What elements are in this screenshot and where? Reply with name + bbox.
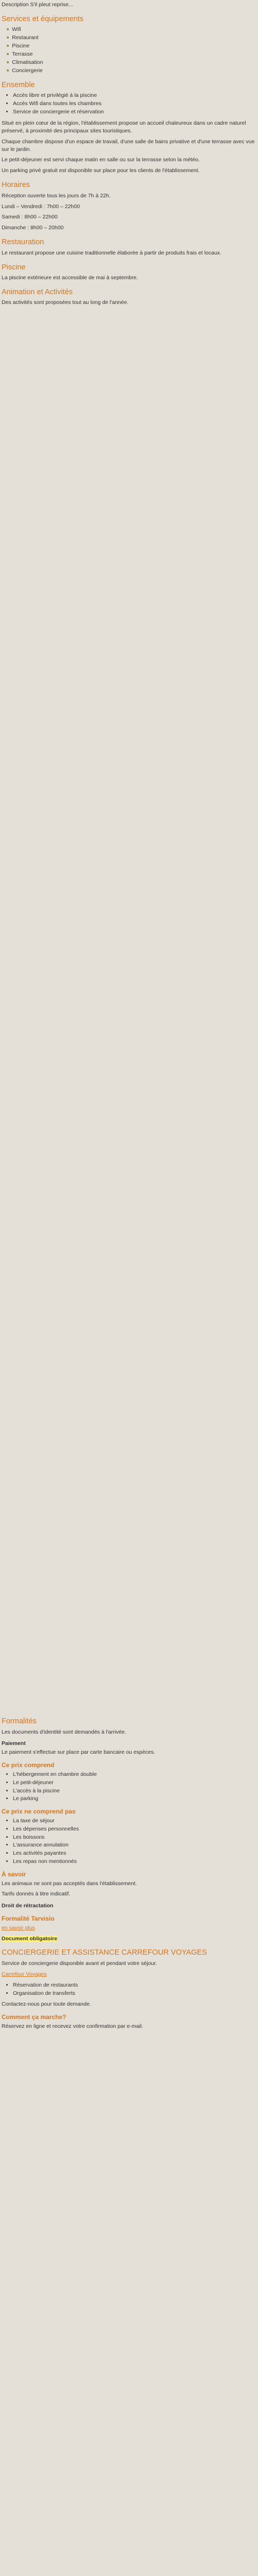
service-item: ■ Wifi	[7, 26, 256, 33]
ne-comprend-list	[2, 1817, 256, 1866]
highlighted-text: Document obligatoire	[2, 1935, 57, 1942]
body-paragraph: Situé en plein cœur de la région, l'établissement propose un accueil chaleureux dans un cadre naturel préservé, à proximité des principaux sites touristiques.	[2, 120, 246, 134]
service-item: ■ Restaurant	[7, 34, 256, 42]
formalite-link[interactable]: en savoir plus	[2, 1924, 35, 1931]
service-item: ■ Terrasse	[7, 50, 256, 58]
list-item: • Accès Wifi dans toutes les chambres	[13, 100, 256, 108]
list-item: • Les repas non mentionnés	[13, 1858, 256, 1866]
carrefour-voyages-link[interactable]: Carrefour Voyages	[2, 1971, 47, 1977]
comprend-list	[2, 1771, 256, 1803]
list-item: • Service de conciergerie et réservation	[13, 108, 256, 116]
list-item: • L'hébergement en chambre double	[13, 1771, 256, 1778]
comment-text: Réservez en ligne et recevez votre confirmation par e-mail.	[2, 2023, 143, 2029]
restauration-text: Le restaurant propose une cuisine traditionnelle élaborée à partir de produits frais et locaux.	[2, 249, 222, 256]
services-list	[2, 26, 256, 74]
services-heading: Services et équipements	[2, 14, 84, 23]
formalite-text	[2, 1924, 256, 1932]
paiement-text: Le paiement s'effectue sur place par carte bancaire ou espèces.	[2, 1749, 155, 1756]
horaires-text: Réception ouverte tous les jours de 7h à 22h.	[2, 192, 111, 199]
service-item: ■ Conciergerie	[7, 67, 256, 75]
a-savoir-text: Les animaux ne sont pas acceptés dans l'établissement.	[2, 1880, 137, 1887]
list-item: • Accès libre et privilégié à la piscine	[13, 92, 256, 99]
list-item: • Les boissons	[13, 1834, 256, 1841]
animation-text: Des activités sont proposées tout au long de l'année.	[2, 299, 128, 306]
animation-heading: Animation et Activités	[2, 287, 73, 296]
comprend-heading: Ce prix comprend	[2, 1761, 55, 1769]
list-item: • Le parking	[13, 1795, 256, 1803]
restauration-heading: Restauration	[2, 238, 44, 247]
list-item: • La taxe de séjour	[13, 1817, 256, 1825]
conciergerie-heading: CONCIERGERIE ET ASSISTANCE CARREFOUR VOYAGES	[2, 1948, 207, 1957]
note-text: Tarifs donnés à titre indicatif.	[2, 1891, 71, 1897]
conciergerie-link-line	[2, 1971, 256, 1978]
horaires-line: Samedi : 8h00 – 22h00	[2, 214, 58, 221]
retractation-label: Droit de rétractation	[2, 1903, 54, 1909]
ensemble-list	[2, 92, 256, 116]
body-paragraph: Chaque chambre dispose d'un espace de travail, d'une salle de bains privative et d'une terrasse avec vue sur le jardin.	[2, 138, 255, 152]
horaires-line: Dimanche : 8h00 – 20h00	[2, 225, 64, 231]
list-item: • Réservation de restaurants	[13, 1981, 256, 1989]
formalites-text: Les documents d'identité sont demandés à l'arrivée.	[2, 1728, 126, 1735]
service-item: ■ Climatisation	[7, 59, 256, 66]
list-item: • L'accès à la piscine	[13, 1787, 256, 1795]
list-item: • Les dépenses personnelles	[13, 1825, 256, 1833]
comment-heading: Comment ça marche?	[2, 2013, 67, 2021]
body-paragraph: Le petit-déjeuner est servi chaque matin en salle ou sur la terrasse selon la météo.	[2, 157, 200, 163]
list-item: • Les activités payantes	[13, 1850, 256, 1857]
content-spacer	[2, 310, 256, 1711]
a-savoir-heading: À savoir	[2, 1871, 26, 1878]
horaires-line: Lundi – Vendredi : 7h00 – 22h00	[2, 203, 80, 210]
conciergerie-text: Service de conciergerie disponible avant et pendant votre séjour.	[2, 1960, 157, 1967]
list-item: • Le petit-déjeuner	[13, 1779, 256, 1787]
body-paragraph: Un parking privé gratuit est disponible sur place pour les clients de l'établissement.	[2, 167, 200, 174]
formalite-heading: Formalité Tarvisio	[2, 1915, 55, 1923]
formalites-heading: Formalités	[2, 1717, 37, 1726]
service-item: ■ Piscine	[7, 42, 256, 50]
intro-text: Description S'il pleut reprise...	[2, 2, 73, 8]
conciergerie-list	[2, 1981, 256, 1997]
horaires-heading: Horaires	[2, 181, 30, 190]
formalite-highlight-line	[2, 1935, 256, 1943]
piscine-text: La piscine extérieure est accessible de mai à septembre.	[2, 274, 138, 281]
ensemble-heading: Ensemble	[2, 80, 35, 89]
ne-comprend-heading: Ce prix ne comprend pas	[2, 1808, 76, 1816]
piscine-heading: Piscine	[2, 263, 26, 272]
list-item: • Organisation de transferts	[13, 1990, 256, 1997]
paiement-label: Paiement	[2, 1740, 26, 1747]
conciergerie-footer: Contactez-nous pour toute demande.	[2, 2001, 91, 2008]
list-item: • L'assurance annulation	[13, 1841, 256, 1849]
